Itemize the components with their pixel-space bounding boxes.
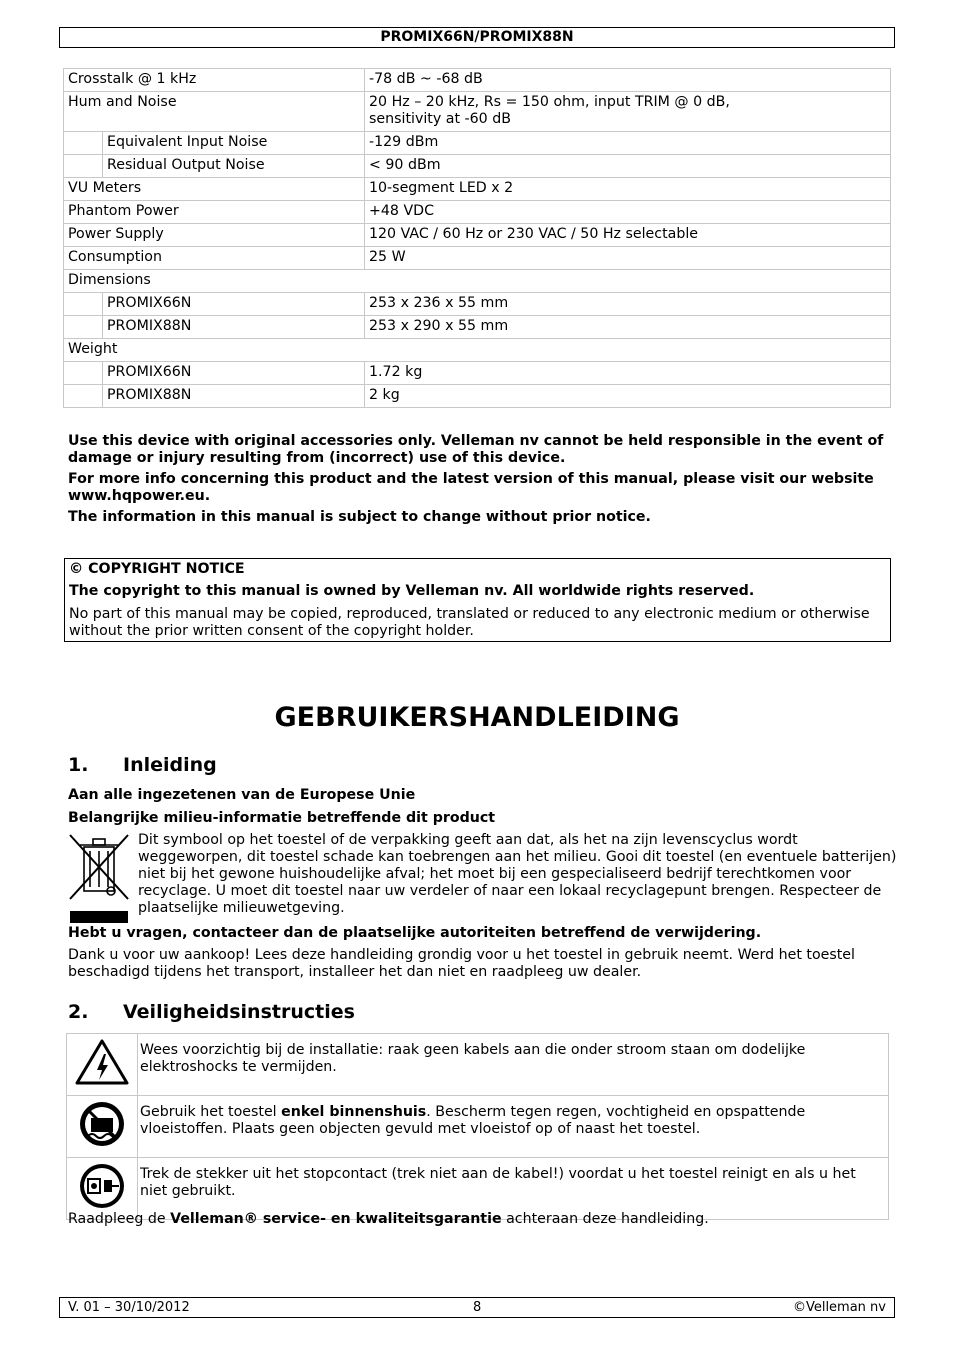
spec-label: VU Meters (64, 178, 365, 201)
spec-row (64, 132, 891, 155)
spec-value-line: 120 VAC / 60 Hz or 230 VAC / 50 Hz selectable (369, 226, 699, 242)
safety-text-indoor (138, 1096, 889, 1158)
spec-value-line: 25 W (369, 249, 406, 265)
spec-value-line: 20 Hz – 20 kHz, Rs = 150 ohm, input TRIM @ 0 dB, (369, 94, 730, 110)
shock-warning-icon (67, 1034, 138, 1096)
safety-table (66, 1033, 889, 1220)
spec-group-label: Dimensions (64, 270, 891, 293)
spec-value: 253 x 290 x 55 mm (365, 316, 891, 339)
weee-bin-icon (68, 833, 130, 925)
notice-accessories: Use this device with original accessories only. Velleman nv cannot be held responsible in the event of damage or injury resulting from (incorrect) use of this device. (68, 433, 884, 466)
copyright-heading: © COPYRIGHT NOTICE (69, 561, 245, 577)
spec-table (63, 68, 891, 408)
warranty-note (68, 1211, 709, 1228)
footer-brand: ©Velleman nv (792, 1300, 886, 1315)
spec-row (64, 92, 891, 132)
spec-value (365, 201, 891, 224)
safety-row-shock (67, 1034, 889, 1096)
spec-indent-cell (64, 132, 103, 155)
safety-row-indoor (67, 1096, 889, 1158)
spec-value: < 90 dBm (365, 155, 891, 178)
thanks-paragraph: Dank u voor uw aankoop! Lees deze handleiding grondig voor u het toestel in gebruik neemt. Werd het toestel beschadigd tijdens het transport, installeer het dan niet en raadpleeg uw dealer. (68, 947, 855, 980)
spec-indent-cell (64, 362, 103, 385)
spec-row (64, 69, 891, 92)
footer-page-number: 8 (473, 1300, 482, 1315)
notice-website: For more info concerning this product and the latest version of this manual, please visit our website www.hqpower.eu. (68, 471, 874, 504)
warranty-bold: Velleman® service- en kwaliteitsgarantie (170, 1211, 502, 1227)
safety-text-shock: Wees voorzichtig bij de installatie: raak geen kabels aan die onder stroom staan om dodelijke elektroshocks te vermijden. (138, 1034, 889, 1096)
spec-label: Equivalent Input Noise (103, 132, 365, 155)
section-1-heading (68, 753, 217, 777)
spec-value (365, 224, 891, 247)
spec-value (365, 247, 891, 270)
warranty-post: achteraan deze handleiding. (501, 1211, 709, 1227)
spec-row (64, 270, 891, 293)
weee-text: Dit symbool op het toestel of de verpakking geeft aan dat, als het na zijn levenscyclus wordt weggeworpen, dit toestel schade kan toebrengen aan het milieu. Gooi dit toestel (en eventuele batterijen) niet bij het gewone huishoudelijke afval; het moet bij een gespecialiseerd bedrijf terechtkomen voor recyclage. U moet dit toestel naar uw verdeler of naar een lokaal recyclagepunt brengen. Respecteer de plaatselijke milieuwetgeving. (138, 832, 897, 916)
spec-row (64, 201, 891, 224)
spec-value: 2 kg (365, 385, 891, 408)
spec-label: Residual Output Noise (103, 155, 365, 178)
disposal-contact-note: Hebt u vragen, contacteer dan de plaatselijke autoriteiten betreffend de verwijdering. (68, 925, 762, 941)
spec-value: 1.72 kg (365, 362, 891, 385)
spec-indent-cell (64, 385, 103, 408)
spec-row (64, 178, 891, 201)
spec-label: Hum and Noise (64, 92, 365, 132)
copyright-owner: The copyright to this manual is owned by Velleman nv. All worldwide rights reserved. (69, 583, 755, 599)
document-title: GEBRUIKERSHANDLEIDING (274, 702, 680, 733)
spec-label: Crosstalk @ 1 kHz (64, 69, 365, 92)
spec-row (64, 362, 891, 385)
spec-value: -129 dBm (365, 132, 891, 155)
section-title: Inleiding (123, 754, 217, 776)
spec-group-label: Weight (64, 339, 891, 362)
spec-indent-cell (64, 293, 103, 316)
indoor-text-pre: Gebruik het toestel (140, 1104, 282, 1120)
spec-value (365, 178, 891, 201)
spec-value-line: -78 dB ~ -68 dB (369, 71, 483, 87)
spec-value: 253 x 236 x 55 mm (365, 293, 891, 316)
spec-label: Power Supply (64, 224, 365, 247)
safety-text-unplug: Trek de stekker uit het stopcontact (trek niet aan de kabel!) voordat u het toestel reinigt en als u het niet gebruikt. (138, 1158, 889, 1220)
spec-row (64, 247, 891, 270)
indoor-text-bold: enkel binnenshuis (281, 1104, 427, 1120)
section-2-heading (68, 1000, 355, 1024)
page-header: PROMIX66N/PROMIX88N (59, 27, 895, 48)
spec-label: PROMIX88N (103, 385, 365, 408)
indoor-text-post: . Bescherm tegen regen, vochtigheid en opspattende vloeistoffen. Plaats geen objecten gevuld met vloeistof op of naast het toestel. (140, 1104, 806, 1137)
spec-indent-cell (64, 155, 103, 178)
spec-value-line: 10-segment LED x 2 (369, 180, 514, 196)
spec-row (64, 316, 891, 339)
spec-row (64, 339, 891, 362)
spec-value (365, 92, 891, 132)
section-number: 2. (68, 1001, 89, 1023)
page-footer (59, 1297, 895, 1318)
spec-value-line: sensitivity at -60 dB (369, 111, 511, 127)
spec-value (365, 69, 891, 92)
spec-value-line: +48 VDC (369, 203, 434, 219)
copyright-body: No part of this manual may be copied, reproduced, translated or reduced to any electronic medium or otherwise without the prior written consent of the copyright holder. (69, 606, 870, 639)
warranty-pre: Raadpleeg de (68, 1211, 171, 1227)
spec-label: PROMIX88N (103, 316, 365, 339)
notice-change: The information in this manual is subject to change without prior notice. (68, 509, 651, 525)
notice-block (68, 433, 888, 526)
section-title: Veiligheidsinstructies (123, 1001, 355, 1023)
spec-label: Phantom Power (64, 201, 365, 224)
spec-indent-cell (64, 316, 103, 339)
environment-subheading: Belangrijke milieu-informatie betreffende dit product (68, 810, 496, 826)
spec-row (64, 155, 891, 178)
indoor-use-only-icon (67, 1096, 138, 1158)
spec-row (64, 385, 891, 408)
spec-label: PROMIX66N (103, 362, 365, 385)
spec-label: PROMIX66N (103, 293, 365, 316)
spec-row (64, 293, 891, 316)
eu-citizens-subheading: Aan alle ingezetenen van de Europese Unie (68, 787, 416, 803)
section-number: 1. (68, 754, 89, 776)
footer-version: V. 01 – 30/10/2012 (68, 1300, 190, 1315)
spec-label: Consumption (64, 247, 365, 270)
spec-row (64, 224, 891, 247)
copyright-box (64, 558, 891, 642)
